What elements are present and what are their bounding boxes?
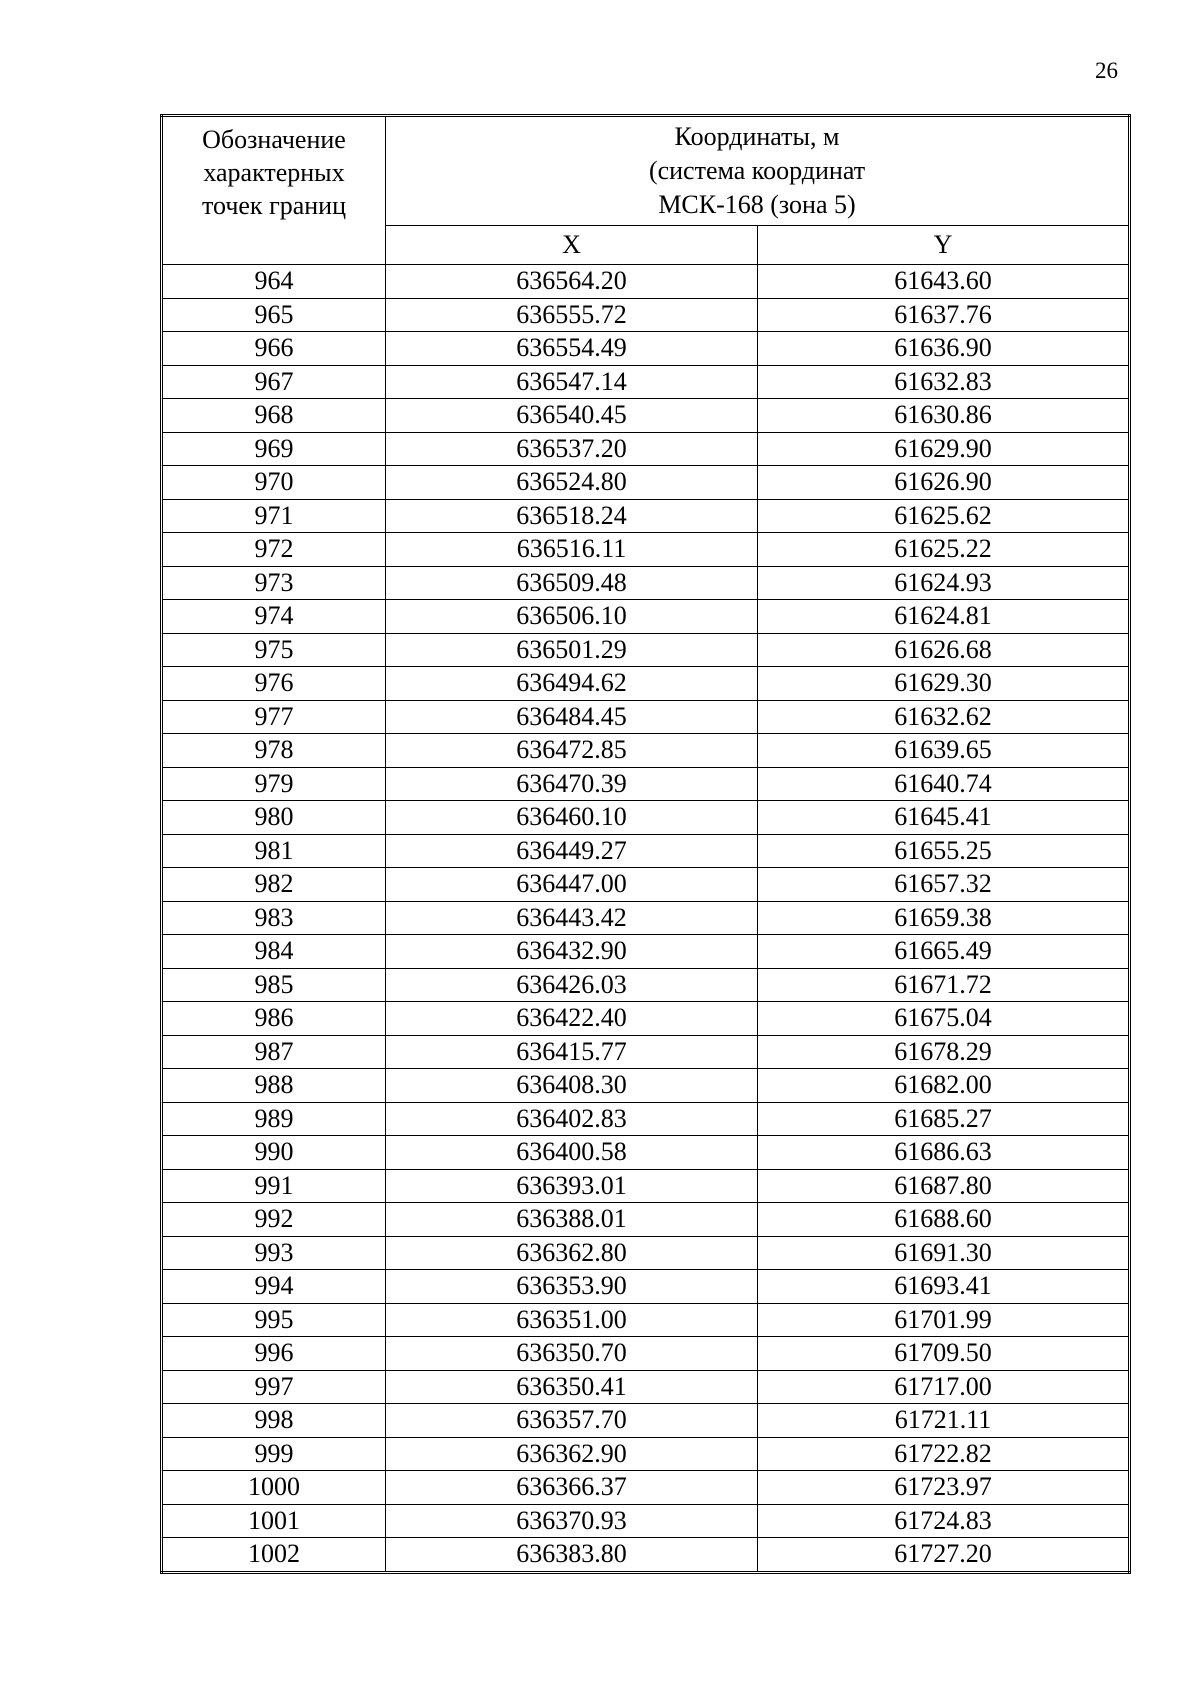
cell-point: 992 [162, 1203, 386, 1237]
cell-y: 61717.00 [758, 1370, 1130, 1404]
cell-point: 993 [162, 1236, 386, 1270]
cell-y: 61640.74 [758, 767, 1130, 801]
cell-x: 636540.45 [386, 399, 758, 433]
cell-y: 61629.90 [758, 432, 1130, 466]
cell-point: 991 [162, 1169, 386, 1203]
cell-x: 636460.10 [386, 801, 758, 835]
table-row [162, 1236, 1130, 1270]
cell-y: 61655.25 [758, 834, 1130, 868]
cell-x: 636509.48 [386, 566, 758, 600]
table-row [162, 834, 1130, 868]
table-row [162, 1504, 1130, 1538]
table-row [162, 298, 1130, 332]
cell-point: 980 [162, 801, 386, 835]
cell-point: 996 [162, 1337, 386, 1371]
table-row [162, 1370, 1130, 1404]
cell-x: 636422.40 [386, 1002, 758, 1036]
cell-y: 61643.60 [758, 265, 1130, 299]
cell-point: 997 [162, 1370, 386, 1404]
cell-y: 61722.82 [758, 1437, 1130, 1471]
cell-y: 61678.29 [758, 1035, 1130, 1069]
cell-x: 636383.80 [386, 1538, 758, 1573]
cell-y: 61632.83 [758, 365, 1130, 399]
cell-y: 61626.68 [758, 633, 1130, 667]
cell-x: 636400.58 [386, 1136, 758, 1170]
cell-y: 61682.00 [758, 1069, 1130, 1103]
cell-point: 970 [162, 466, 386, 500]
cell-x: 636357.70 [386, 1404, 758, 1438]
cell-point: 994 [162, 1270, 386, 1304]
table-row [162, 734, 1130, 768]
table-row [162, 1035, 1130, 1069]
cell-x: 636350.41 [386, 1370, 758, 1404]
cell-x: 636351.00 [386, 1303, 758, 1337]
table-row [162, 1002, 1130, 1036]
cell-y: 61724.83 [758, 1504, 1130, 1538]
cell-point: 978 [162, 734, 386, 768]
cell-point: 981 [162, 834, 386, 868]
cell-x: 636470.39 [386, 767, 758, 801]
table-row [162, 935, 1130, 969]
cell-point: 973 [162, 566, 386, 600]
table-row [162, 1337, 1130, 1371]
cell-y: 61685.27 [758, 1102, 1130, 1136]
cell-x: 636432.90 [386, 935, 758, 969]
table-row [162, 1169, 1130, 1203]
cell-x: 636362.80 [386, 1236, 758, 1270]
cell-point: 976 [162, 667, 386, 701]
cell-y: 61632.62 [758, 700, 1130, 734]
table-row [162, 1203, 1130, 1237]
cell-x: 636501.29 [386, 633, 758, 667]
cell-point: 968 [162, 399, 386, 433]
table-row [162, 466, 1130, 500]
cell-x: 636353.90 [386, 1270, 758, 1304]
cell-point: 984 [162, 935, 386, 969]
cell-y: 61629.30 [758, 667, 1130, 701]
cell-y: 61645.41 [758, 801, 1130, 835]
cell-point: 1001 [162, 1504, 386, 1538]
cell-x: 636408.30 [386, 1069, 758, 1103]
cell-x: 636518.24 [386, 499, 758, 533]
table-row [162, 533, 1130, 567]
cell-x: 636472.85 [386, 734, 758, 768]
cell-y: 61675.04 [758, 1002, 1130, 1036]
header-x: X [386, 226, 758, 265]
cell-x: 636449.27 [386, 834, 758, 868]
cell-x: 636494.62 [386, 667, 758, 701]
table-row [162, 265, 1130, 299]
table-row [162, 1303, 1130, 1337]
cell-y: 61727.20 [758, 1538, 1130, 1573]
table-row [162, 667, 1130, 701]
cell-point: 987 [162, 1035, 386, 1069]
cell-y: 61637.76 [758, 298, 1130, 332]
cell-point: 982 [162, 868, 386, 902]
cell-point: 977 [162, 700, 386, 734]
table-row [162, 1270, 1130, 1304]
cell-x: 636484.45 [386, 700, 758, 734]
header-point-designation: Обозначение характерных точек границ [162, 116, 386, 265]
cell-x: 636554.49 [386, 332, 758, 366]
cell-point: 985 [162, 968, 386, 1002]
table-row [162, 868, 1130, 902]
cell-y: 61665.49 [758, 935, 1130, 969]
cell-point: 983 [162, 901, 386, 935]
cell-point: 990 [162, 1136, 386, 1170]
cell-x: 636402.83 [386, 1102, 758, 1136]
table-body [162, 265, 1130, 1573]
table-row [162, 1069, 1130, 1103]
coordinates-table [160, 114, 1131, 1574]
cell-point: 969 [162, 432, 386, 466]
cell-point: 967 [162, 365, 386, 399]
table-row [162, 1136, 1130, 1170]
cell-x: 636555.72 [386, 298, 758, 332]
cell-x: 636393.01 [386, 1169, 758, 1203]
cell-x: 636350.70 [386, 1337, 758, 1371]
cell-x: 636516.11 [386, 533, 758, 567]
cell-y: 61624.93 [758, 566, 1130, 600]
cell-point: 1000 [162, 1471, 386, 1505]
cell-x: 636370.93 [386, 1504, 758, 1538]
table-row [162, 1538, 1130, 1573]
table-row [162, 700, 1130, 734]
cell-y: 61630.86 [758, 399, 1130, 433]
cell-y: 61687.80 [758, 1169, 1130, 1203]
cell-point: 988 [162, 1069, 386, 1103]
cell-y: 61691.30 [758, 1236, 1130, 1270]
cell-x: 636564.20 [386, 265, 758, 299]
cell-point: 964 [162, 265, 386, 299]
cell-y: 61693.41 [758, 1270, 1130, 1304]
table-header [162, 116, 1130, 265]
cell-point: 966 [162, 332, 386, 366]
table-row [162, 901, 1130, 935]
cell-point: 965 [162, 298, 386, 332]
cell-point: 995 [162, 1303, 386, 1337]
table-row [162, 399, 1130, 433]
cell-y: 61625.62 [758, 499, 1130, 533]
cell-y: 61659.38 [758, 901, 1130, 935]
cell-x: 636537.20 [386, 432, 758, 466]
cell-y: 61688.60 [758, 1203, 1130, 1237]
cell-x: 636366.37 [386, 1471, 758, 1505]
cell-x: 636547.14 [386, 365, 758, 399]
cell-y: 61671.72 [758, 968, 1130, 1002]
cell-y: 61723.97 [758, 1471, 1130, 1505]
cell-point: 1002 [162, 1538, 386, 1573]
cell-point: 989 [162, 1102, 386, 1136]
cell-x: 636362.90 [386, 1437, 758, 1471]
cell-y: 61721.11 [758, 1404, 1130, 1438]
cell-y: 61686.63 [758, 1136, 1130, 1170]
table-row [162, 1404, 1130, 1438]
cell-point: 999 [162, 1437, 386, 1471]
table-row [162, 1437, 1130, 1471]
cell-point: 998 [162, 1404, 386, 1438]
cell-y: 61709.50 [758, 1337, 1130, 1371]
cell-point: 974 [162, 600, 386, 634]
cell-y: 61657.32 [758, 868, 1130, 902]
page-number: 26 [1095, 58, 1118, 83]
table-row [162, 968, 1130, 1002]
cell-x: 636443.42 [386, 901, 758, 935]
cell-x: 636388.01 [386, 1203, 758, 1237]
table-row [162, 767, 1130, 801]
table-row [162, 365, 1130, 399]
cell-y: 61626.90 [758, 466, 1130, 500]
table-row [162, 801, 1130, 835]
table-row [162, 332, 1130, 366]
cell-y: 61639.65 [758, 734, 1130, 768]
cell-y: 61625.22 [758, 533, 1130, 567]
cell-point: 972 [162, 533, 386, 567]
cell-y: 61636.90 [758, 332, 1130, 366]
header-coordinates: Координаты, м (система координат МСК-168 (зона 5) [386, 116, 1130, 226]
cell-y: 61624.81 [758, 600, 1130, 634]
cell-point: 975 [162, 633, 386, 667]
table-row [162, 499, 1130, 533]
table-row [162, 1471, 1130, 1505]
cell-y: 61701.99 [758, 1303, 1130, 1337]
cell-x: 636447.00 [386, 868, 758, 902]
cell-x: 636415.77 [386, 1035, 758, 1069]
table-row [162, 633, 1130, 667]
cell-x: 636524.80 [386, 466, 758, 500]
cell-point: 986 [162, 1002, 386, 1036]
table-row [162, 1102, 1130, 1136]
header-y: Y [758, 226, 1130, 265]
table-row [162, 566, 1130, 600]
cell-point: 971 [162, 499, 386, 533]
cell-point: 979 [162, 767, 386, 801]
cell-x: 636506.10 [386, 600, 758, 634]
cell-x: 636426.03 [386, 968, 758, 1002]
table-row [162, 600, 1130, 634]
table-row [162, 432, 1130, 466]
